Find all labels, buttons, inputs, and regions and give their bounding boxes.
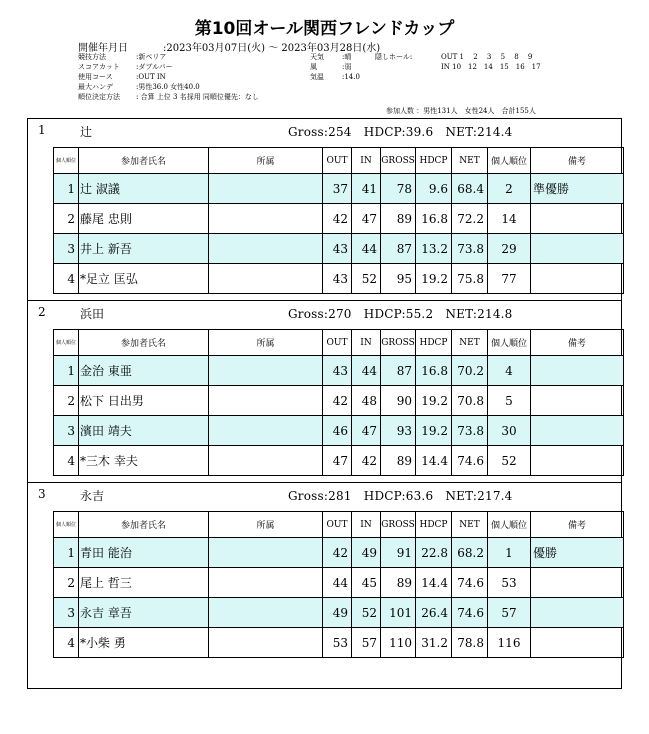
player-name: 金治 東亜	[79, 356, 209, 386]
in-score: 57	[352, 628, 381, 658]
player-name: *足立 匡弘	[79, 264, 209, 294]
event-period-label: 開催年月日	[78, 43, 128, 54]
team-table	[53, 147, 624, 294]
affiliation	[209, 234, 323, 264]
out-score: 43	[323, 264, 352, 294]
column-header: NET	[452, 148, 488, 174]
table-header-row	[54, 330, 624, 356]
team-header	[28, 483, 623, 505]
info-value: :新ペリア	[136, 53, 167, 61]
team-rank: 4	[54, 628, 79, 658]
info-key: スコアカット	[78, 63, 120, 71]
team-name: 永吉	[80, 489, 105, 503]
out-score: 46	[323, 416, 352, 446]
net-score: 68.2	[452, 538, 488, 568]
personal-rank: 57	[488, 598, 531, 628]
team-rank: 4	[54, 446, 79, 476]
in-score: 47	[352, 204, 381, 234]
in-score: 41	[352, 174, 381, 204]
info-value: :弱	[342, 63, 352, 71]
in-score: 49	[352, 538, 381, 568]
note	[531, 446, 624, 476]
team-number: 2	[38, 305, 46, 319]
note	[531, 234, 624, 264]
info-value: :男性36.0 女性40.0	[136, 83, 200, 91]
out-score: 49	[323, 598, 352, 628]
info-value: :ダブルパー	[136, 63, 173, 71]
info-value: :OUT IN	[136, 73, 166, 81]
gross-score: 87	[381, 234, 416, 264]
gross-score: 89	[381, 446, 416, 476]
player-name: *三木 幸夫	[79, 446, 209, 476]
in-score: 42	[352, 446, 381, 476]
column-header: 参加者氏名	[79, 330, 209, 356]
note	[531, 416, 624, 446]
column-header: 所属	[209, 330, 323, 356]
team-rank: 4	[54, 264, 79, 294]
team-header	[28, 301, 623, 323]
team-number: 1	[38, 123, 46, 137]
player-name: 松下 日出男	[79, 386, 209, 416]
competition-info	[78, 52, 259, 102]
affiliation	[209, 538, 323, 568]
note: 準優勝	[531, 174, 624, 204]
column-header: 備考	[531, 330, 624, 356]
personal-rank: 1	[488, 538, 531, 568]
gross-score: 87	[381, 356, 416, 386]
hdcp-value: 19.2	[416, 416, 452, 446]
table-row	[54, 568, 624, 598]
team-rank: 3	[54, 234, 79, 264]
column-header: NET	[452, 512, 488, 538]
in-score: 47	[352, 416, 381, 446]
player-name: 尾上 哲三	[79, 568, 209, 598]
affiliation	[209, 568, 323, 598]
net-score: 75.8	[452, 264, 488, 294]
note	[531, 598, 624, 628]
affiliation	[209, 416, 323, 446]
column-header: GROSS	[381, 330, 416, 356]
column-header: 備考	[531, 512, 624, 538]
player-name: 永吉 章吾	[79, 598, 209, 628]
hidden-holes-label: 隠しホール:	[375, 53, 413, 61]
net-score: 72.2	[452, 204, 488, 234]
column-header: OUT	[323, 148, 352, 174]
personal-rank: 53	[488, 568, 531, 598]
table-row	[54, 356, 624, 386]
info-key: 風	[310, 63, 317, 71]
team-name: 辻	[80, 125, 93, 139]
note: 優勝	[531, 538, 624, 568]
personal-rank: 116	[488, 628, 531, 658]
affiliation	[209, 446, 323, 476]
in-score: 44	[352, 234, 381, 264]
table-row	[54, 446, 624, 476]
info-key: 最大ハンデ	[78, 83, 113, 91]
net-score: 74.6	[452, 568, 488, 598]
column-header: 個人順位	[54, 330, 79, 356]
team-stats: Gross:281 HDCP:63.6 NET:217.4	[288, 489, 513, 503]
info-value: :晴	[342, 53, 352, 61]
note	[531, 628, 624, 658]
team-table	[53, 511, 624, 658]
hdcp-value: 13.2	[416, 234, 452, 264]
player-name: 井上 新吾	[79, 234, 209, 264]
column-header: 備考	[531, 148, 624, 174]
table-row	[54, 416, 624, 446]
info-key: 気温	[310, 73, 324, 81]
column-header: OUT	[323, 512, 352, 538]
note	[531, 386, 624, 416]
hidden-holes-out: OUT 1 2 3 5 8 9	[441, 53, 533, 61]
net-score: 78.8	[452, 628, 488, 658]
table-row	[54, 264, 624, 294]
in-score: 44	[352, 356, 381, 386]
in-score: 52	[352, 264, 381, 294]
net-score: 68.4	[452, 174, 488, 204]
note	[531, 568, 624, 598]
weather-info	[310, 52, 360, 82]
column-header: OUT	[323, 330, 352, 356]
gross-score: 90	[381, 386, 416, 416]
player-name: 濱田 靖夫	[79, 416, 209, 446]
table-row	[54, 204, 624, 234]
team-rank: 2	[54, 386, 79, 416]
info-key: 天気	[310, 53, 324, 61]
hdcp-value: 22.8	[416, 538, 452, 568]
personal-rank: 4	[488, 356, 531, 386]
column-header: IN	[352, 148, 381, 174]
hidden-holes	[375, 52, 541, 72]
column-header: 所属	[209, 148, 323, 174]
table-header-row	[54, 512, 624, 538]
hdcp-value: 14.4	[416, 446, 452, 476]
out-score: 53	[323, 628, 352, 658]
affiliation	[209, 628, 323, 658]
net-score: 74.6	[452, 446, 488, 476]
column-header: GROSS	[381, 512, 416, 538]
gross-score: 93	[381, 416, 416, 446]
column-header: 個人順位	[54, 512, 79, 538]
gross-score: 95	[381, 264, 416, 294]
team-number: 3	[38, 487, 46, 501]
column-header: IN	[352, 512, 381, 538]
gross-score: 91	[381, 538, 416, 568]
column-header: HDCP	[416, 148, 452, 174]
net-score: 70.8	[452, 386, 488, 416]
column-header: NET	[452, 330, 488, 356]
column-header: 参加者氏名	[79, 148, 209, 174]
event-period-value: :2023年03月07日(火) ～ 2023年03月28日(水)	[163, 43, 381, 54]
info-value: : 合算 上位 3 名採用 同順位優先：なし	[136, 93, 259, 101]
hdcp-value: 14.4	[416, 568, 452, 598]
results-frame	[27, 118, 622, 689]
in-score: 52	[352, 598, 381, 628]
table-row	[54, 174, 624, 204]
page-title: 第10回オール関西フレンドカップ	[194, 19, 455, 39]
table-row	[54, 386, 624, 416]
hdcp-value: 31.2	[416, 628, 452, 658]
table-header-row	[54, 148, 624, 174]
gross-score: 78	[381, 174, 416, 204]
gross-score: 89	[381, 568, 416, 598]
table-row	[54, 538, 624, 568]
team-rank: 2	[54, 204, 79, 234]
hdcp-value: 16.8	[416, 356, 452, 386]
team-rank: 3	[54, 598, 79, 628]
team-name: 浜田	[80, 307, 105, 321]
team-stats: Gross:270 HDCP:55.2 NET:214.8	[288, 307, 513, 321]
in-score: 48	[352, 386, 381, 416]
in-score: 45	[352, 568, 381, 598]
out-score: 44	[323, 568, 352, 598]
table-row	[54, 628, 624, 658]
player-name: *小柴 勇	[79, 628, 209, 658]
out-score: 42	[323, 204, 352, 234]
out-score: 47	[323, 446, 352, 476]
personal-rank: 30	[488, 416, 531, 446]
column-header: 所属	[209, 512, 323, 538]
info-key: 使用コース	[78, 73, 113, 81]
hdcp-value: 26.4	[416, 598, 452, 628]
out-score: 43	[323, 234, 352, 264]
gross-score: 89	[381, 204, 416, 234]
info-value: :14.0	[342, 73, 360, 81]
hdcp-value: 9.6	[416, 174, 452, 204]
hdcp-value: 16.8	[416, 204, 452, 234]
affiliation	[209, 204, 323, 234]
column-header: IN	[352, 330, 381, 356]
team-rank: 2	[54, 568, 79, 598]
info-key: 競技方法	[78, 53, 106, 61]
column-header: 参加者氏名	[79, 512, 209, 538]
hdcp-value: 19.2	[416, 386, 452, 416]
hdcp-value: 19.2	[416, 264, 452, 294]
affiliation	[209, 174, 323, 204]
column-header: 個人順位	[488, 148, 531, 174]
column-header: HDCP	[416, 512, 452, 538]
out-score: 42	[323, 386, 352, 416]
participants-count: 参加人数 ：男性131人 女性24人 合計155人	[386, 107, 536, 115]
net-score: 74.6	[452, 598, 488, 628]
table-row	[54, 598, 624, 628]
team-stats: Gross:254 HDCP:39.6 NET:214.4	[288, 125, 513, 139]
column-header: 個人順位	[54, 148, 79, 174]
affiliation	[209, 356, 323, 386]
note	[531, 356, 624, 386]
team-rank: 1	[54, 174, 79, 204]
note	[531, 264, 624, 294]
gross-score: 101	[381, 598, 416, 628]
player-name: 藤尾 忠則	[79, 204, 209, 234]
info-key: 順位決定方法	[78, 93, 120, 101]
personal-rank: 5	[488, 386, 531, 416]
out-score: 43	[323, 356, 352, 386]
net-score: 73.8	[452, 234, 488, 264]
hidden-holes-in: IN 10 12 14 15 16 17	[441, 63, 541, 71]
column-header: GROSS	[381, 148, 416, 174]
team-rank: 3	[54, 416, 79, 446]
personal-rank: 52	[488, 446, 531, 476]
affiliation	[209, 386, 323, 416]
gross-score: 110	[381, 628, 416, 658]
personal-rank: 2	[488, 174, 531, 204]
net-score: 70.2	[452, 356, 488, 386]
team-table	[53, 329, 624, 476]
net-score: 73.8	[452, 416, 488, 446]
out-score: 37	[323, 174, 352, 204]
team-header	[28, 119, 623, 141]
personal-rank: 29	[488, 234, 531, 264]
column-header: 個人順位	[488, 330, 531, 356]
affiliation	[209, 598, 323, 628]
personal-rank: 77	[488, 264, 531, 294]
player-name: 辻 淑議	[79, 174, 209, 204]
column-header: HDCP	[416, 330, 452, 356]
note	[531, 204, 624, 234]
team-rank: 1	[54, 538, 79, 568]
personal-rank: 14	[488, 204, 531, 234]
team-rank: 1	[54, 356, 79, 386]
table-row	[54, 234, 624, 264]
column-header: 個人順位	[488, 512, 531, 538]
player-name: 青田 能治	[79, 538, 209, 568]
affiliation	[209, 264, 323, 294]
out-score: 42	[323, 538, 352, 568]
